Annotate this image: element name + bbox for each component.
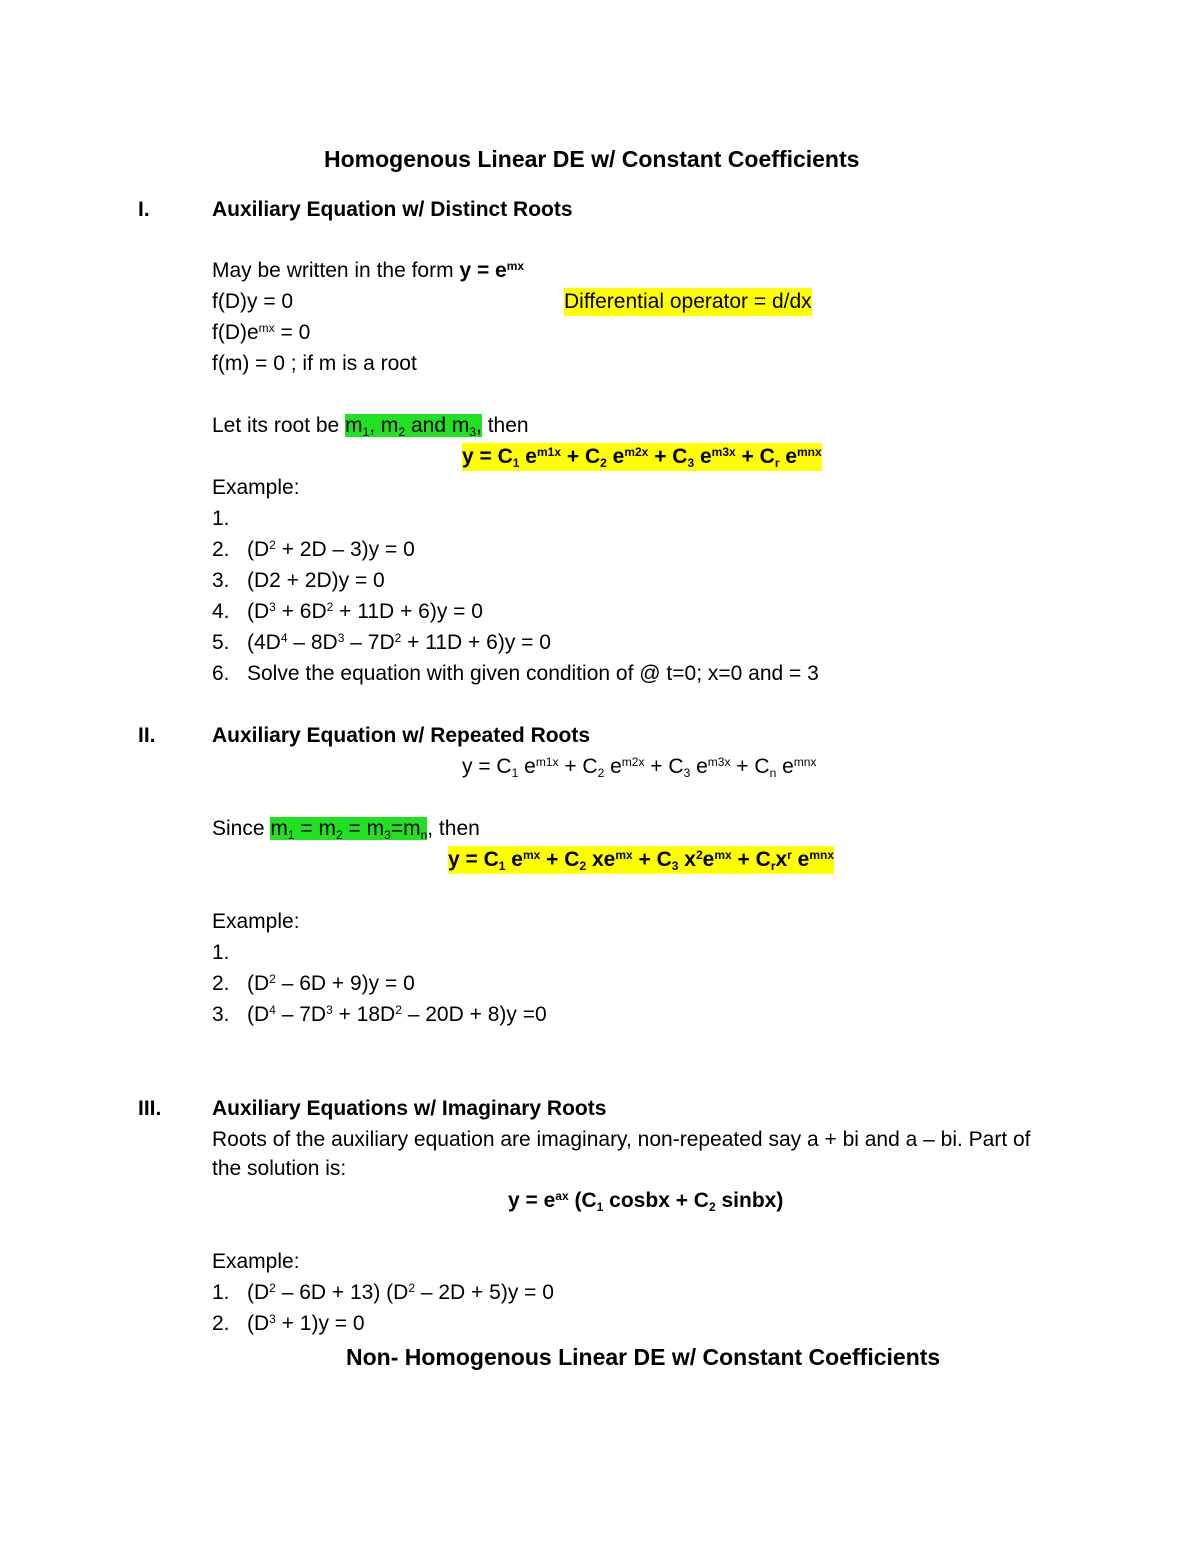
repeated-roots-highlight: $m_1 = m_2 = m_3=m_n$ — [270, 817, 428, 842]
ex1-item-1: 1. — [212, 507, 230, 530]
fde-b: = 0 — [274, 321, 311, 344]
section-3-desc-1: Roots of the auxiliary equation are imaginary, non-repeated say a + bi and a – bi. Part of — [212, 1128, 1031, 1151]
ex1-item-3-text: (D2 + 2D)y = 0 — [247, 569, 385, 592]
repeated-general-form: $y = C_1$ $e^{m1x} + C_2$ $e^{m2x} + C_3$ $e^{m3x} + C_n$ $e^{mnx}$ — [462, 755, 817, 780]
ex1-item-6-text: Solve the equation with given condition of @ t=0; x=0 and = 3 — [247, 662, 819, 685]
since-b: , then — [427, 817, 480, 840]
fde-a: f(D)e — [212, 321, 259, 344]
example-label-2: Example: — [212, 910, 300, 933]
since-a: Since — [212, 817, 271, 840]
since-line — [212, 815, 480, 843]
imaginary-roots-solution: $y = e^{ax}$ ($C_1$ cosbx + $C_2$ sinbx) — [508, 1189, 784, 1214]
fm-line: f(m) = 0 ; if m is a root — [212, 352, 417, 375]
ex1-item-4: 4. $(D^3 + 6D^2 + 11D + 6)y = 0$ — [212, 600, 483, 623]
let-root-a: Let its root be — [212, 414, 346, 437]
repeated-roots-solution: $y = C_1$ $e^{mx} + C_2$ $xe^{mx} + C_3$ $x^2e^{mx} + C_rx^r$ $e^{mnx}$ — [448, 848, 835, 873]
form-sup: mx — [506, 259, 525, 273]
fde-sup: mx — [258, 321, 275, 335]
let-root-b: then — [481, 414, 529, 437]
page-title: Homogenous Linear DE w/ Constant Coefficients — [324, 146, 860, 172]
section-1-numeral: I. — [138, 198, 150, 221]
ex3-item-1: 1. $(D^2 - 6D + 13)$ $(D^2 - 2D + 5)y = 0$ — [212, 1281, 554, 1304]
let-root-line — [212, 412, 529, 440]
fdy-line: f(D)y = 0 — [212, 290, 294, 313]
example-label-3: Example: — [212, 1250, 300, 1273]
ex1-item-6: 6. Solve the equation with given condition of @ t=0; x=0 and = 3 — [212, 662, 819, 685]
distinct-roots-solution: $y = C_1$ $e^{m1x} + C_2$ $e^{m2x} + C_3$ $e^{m3x} + C_r$ $e^{mnx}$ — [462, 445, 822, 470]
ex1-item-5: 5. $(4D^4 - 8D^3 - 7D^2 + 11D + 6)y = 0$ — [212, 631, 551, 654]
example-label-1: Example: — [212, 476, 300, 499]
section-3-heading: Auxiliary Equations w/ Imaginary Roots — [212, 1097, 607, 1120]
section-2-heading: Auxiliary Equation w/ Repeated Roots — [212, 724, 591, 747]
section-2-numeral: II. — [138, 724, 156, 747]
fde-line — [212, 319, 310, 347]
ex2-item-1: 1. — [212, 941, 230, 964]
ex1-item-2: 2. $(D^2 + 2D - 3)y = 0$ — [212, 538, 415, 561]
section-title-2: Non- Homogenous Linear DE w/ Constant Coefficients — [346, 1344, 941, 1370]
section-1-heading: Auxiliary Equation w/ Distinct Roots — [212, 198, 573, 221]
form-text: May be written in the form — [212, 259, 460, 282]
form-line — [212, 257, 524, 285]
ex3-item-2: 2. $(D^3 + 1)y = 0$ — [212, 1312, 365, 1335]
ex1-item-3: 3. (D2 + 2D)y = 0 — [212, 569, 385, 592]
section-3-numeral: III. — [138, 1097, 162, 1120]
roots-highlight: $m_1$, $m_2$ and $m_3$, — [345, 414, 482, 439]
form-eq: y = e — [459, 259, 507, 282]
differential-operator-note: Differential operator = d/dx — [564, 288, 812, 316]
ex2-item-2: 2. $(D^2 - 6D + 9)y = 0$ — [212, 972, 415, 995]
section-3-desc-2: the solution is: — [212, 1157, 347, 1180]
ex2-item-3: 3. $(D^4 - 7D^3 + 18D^2 - 20D + 8)y =0$ — [212, 1003, 547, 1026]
